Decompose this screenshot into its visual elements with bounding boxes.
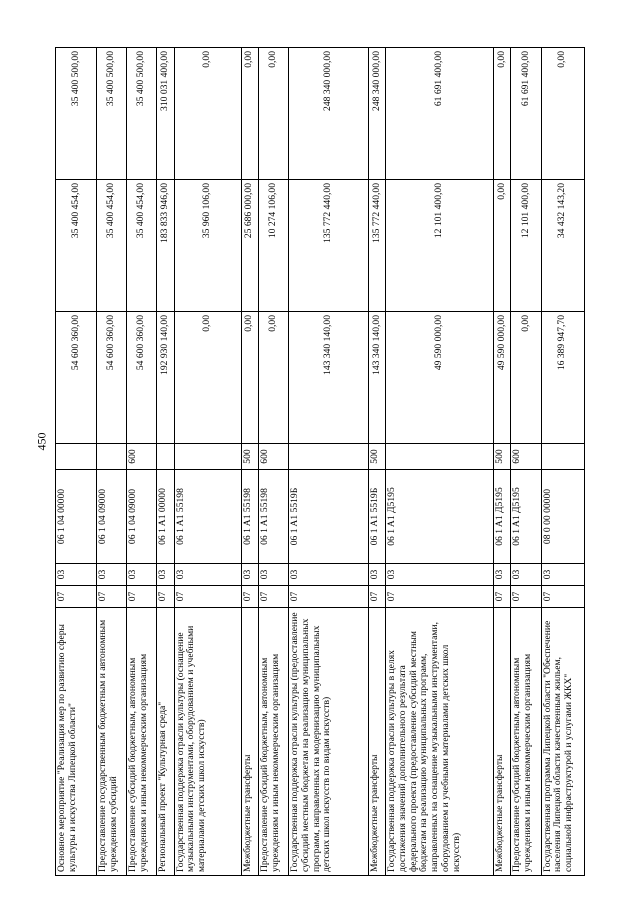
table-row: [157, 48, 174, 876]
expense-type-cell: [289, 444, 369, 470]
table-row: [97, 48, 127, 876]
amount-3-cell: 35 400 500,00: [97, 48, 127, 180]
amount-2-cell: 12 101 400,00: [386, 180, 494, 312]
amount-3-cell: 61 691 400,00: [386, 48, 494, 180]
table-row: [174, 48, 241, 876]
ved-cell: 07: [174, 586, 241, 608]
ved-cell: 07: [369, 586, 386, 608]
section-cell: 03: [127, 564, 157, 586]
amount-1-cell: 0,00: [174, 312, 241, 444]
ved-cell: 07: [258, 586, 288, 608]
ved-cell: 07: [127, 586, 157, 608]
section-cell: 03: [386, 564, 494, 586]
ved-cell: 07: [97, 586, 127, 608]
amount-3-cell: 0,00: [541, 48, 584, 180]
amount-1-cell: 0,00: [241, 312, 258, 444]
name-cell: Предоставление субсидий бюджетным, автономным учреждениям и иным некоммерческим организациям: [258, 608, 288, 876]
amount-1-cell: 54 600 360,00: [56, 312, 97, 444]
ved-cell: 07: [494, 586, 511, 608]
amount-1-cell: 54 600 360,00: [127, 312, 157, 444]
table-row: [494, 48, 511, 876]
amount-3-cell: 35 400 500,00: [127, 48, 157, 180]
ved-cell: 07: [157, 586, 174, 608]
expense-type-cell: 600: [127, 444, 157, 470]
amount-2-cell: 12 101 400,00: [511, 180, 541, 312]
name-cell: Государственная поддержка отрасли культуры (оснащение музыкальными инструментами, оборудованием и учебными материалами детских школ искусств): [174, 608, 241, 876]
table-row: [56, 48, 97, 876]
ved-cell: 07: [511, 586, 541, 608]
name-cell: Основное мероприятие "Реализация мер по развитию сферы культуры и искусства Липецкой области": [56, 608, 97, 876]
target-article-cell: 06 1 A1 Д5195: [511, 470, 541, 564]
amount-1-cell: 54 600 360,00: [97, 312, 127, 444]
name-cell: Государственная поддержка отрасли культуры в целях достижения значений дополнительного результата федерального проекта (предоставление субсидий местным бюджетам на реализацию муниципальных программ, направленных на оснащение музыкальными инструментами, оборудованием и учебными материалами детских школ искусств): [386, 608, 494, 876]
section-cell: 03: [369, 564, 386, 586]
ved-cell: 07: [386, 586, 494, 608]
expense-type-cell: [541, 444, 584, 470]
name-cell: Межбюджетные трансферты: [369, 608, 386, 876]
expense-type-cell: 600: [258, 444, 288, 470]
table-row: [511, 48, 541, 876]
name-cell: Межбюджетные трансферты: [494, 608, 511, 876]
expense-type-cell: [157, 444, 174, 470]
amount-3-cell: 0,00: [174, 48, 241, 180]
name-cell: Предоставление субсидий бюджетным, автономным учреждениям и иным некоммерческим организациям: [511, 608, 541, 876]
table-row: [127, 48, 157, 876]
rotated-table-wrapper: [55, 48, 585, 876]
table-row: [241, 48, 258, 876]
amount-3-cell: 0,00: [258, 48, 288, 180]
expense-type-cell: 500: [241, 444, 258, 470]
section-cell: 03: [174, 564, 241, 586]
ved-cell: 07: [56, 586, 97, 608]
section-cell: 03: [157, 564, 174, 586]
amount-3-cell: 35 400 500,00: [56, 48, 97, 180]
amount-2-cell: 135 772 440,00: [369, 180, 386, 312]
section-cell: 03: [258, 564, 288, 586]
amount-1-cell: 49 590 000,00: [386, 312, 494, 444]
amount-2-cell: 35 400 454,00: [97, 180, 127, 312]
amount-2-cell: 35 400 454,00: [127, 180, 157, 312]
page-number: 450: [34, 432, 49, 451]
target-article-cell: 06 1 A1 Д5195: [386, 470, 494, 564]
amount-2-cell: 25 686 000,00: [241, 180, 258, 312]
amount-3-cell: 0,00: [241, 48, 258, 180]
name-cell: Предоставление государственным бюджетным и автономным учреждениям субсидий: [97, 608, 127, 876]
amount-3-cell: 0,00: [494, 48, 511, 180]
table-row: [289, 48, 369, 876]
amount-2-cell: 34 432 143,20: [541, 180, 584, 312]
section-cell: 03: [541, 564, 584, 586]
amount-2-cell: 35 960 106,00: [174, 180, 241, 312]
target-article-cell: 06 1 A1 55198: [174, 470, 241, 564]
amount-1-cell: 0,00: [511, 312, 541, 444]
name-cell: Государственная поддержка отрасли культуры (предоставление субсидий местным бюджетам на реализацию муниципальных программ, направленных на модернизацию муниципальных детских школ искусств по видам искусств): [289, 608, 369, 876]
name-cell: Региональный проект "Культурная среда": [157, 608, 174, 876]
target-article-cell: 06 1 A1 5519Б: [289, 470, 369, 564]
expense-type-cell: 500: [494, 444, 511, 470]
target-article-cell: 06 1 04 00000: [56, 470, 97, 564]
amount-1-cell: 192 930 140,00: [157, 312, 174, 444]
target-article-cell: 06 1 A1 00000: [157, 470, 174, 564]
expense-type-cell: 600: [511, 444, 541, 470]
name-cell: Государственная программа Липецкой области "Обеспечение населения Липецкой области качественным жильем, социальной инфраструктурой и услугами ЖКХ": [541, 608, 584, 876]
target-article-cell: 06 1 A1 Д5195: [494, 470, 511, 564]
amount-3-cell: 61 691 400,00: [511, 48, 541, 180]
amount-2-cell: 183 833 946,00: [157, 180, 174, 312]
target-article-cell: 06 1 A1 5519Б: [369, 470, 386, 564]
target-article-cell: 06 1 A1 55198: [258, 470, 288, 564]
table-body: [56, 48, 585, 876]
amount-2-cell: 0,00: [494, 180, 511, 312]
expense-type-cell: 500: [369, 444, 386, 470]
amount-3-cell: 310 031 400,00: [157, 48, 174, 180]
amount-1-cell: 0,00: [258, 312, 288, 444]
table-row: [386, 48, 494, 876]
amount-2-cell: 35 400 454,00: [56, 180, 97, 312]
target-article-cell: 06 1 04 09000: [127, 470, 157, 564]
amount-1-cell: 16 389 947,70: [541, 312, 584, 444]
target-article-cell: 06 1 04 09000: [97, 470, 127, 564]
table-row: [258, 48, 288, 876]
section-cell: 03: [241, 564, 258, 586]
table-row: [369, 48, 386, 876]
amount-2-cell: 10 274 106,00: [258, 180, 288, 312]
expense-type-cell: [56, 444, 97, 470]
section-cell: 03: [494, 564, 511, 586]
table-row: [541, 48, 584, 876]
section-cell: 03: [289, 564, 369, 586]
section-cell: 03: [97, 564, 127, 586]
ved-cell: 07: [289, 586, 369, 608]
budget-table: [55, 47, 585, 876]
name-cell: Межбюджетные трансферты: [241, 608, 258, 876]
expense-type-cell: [386, 444, 494, 470]
amount-1-cell: 143 340 140,00: [369, 312, 386, 444]
amount-1-cell: 143 340 140,00: [289, 312, 369, 444]
section-cell: 03: [511, 564, 541, 586]
expense-type-cell: [174, 444, 241, 470]
name-cell: Предоставление субсидий бюджетным, автономным учреждениям и иным некоммерческим организациям: [127, 608, 157, 876]
amount-3-cell: 248 340 000,00: [369, 48, 386, 180]
target-article-cell: 08 0 00 00000: [541, 470, 584, 564]
amount-1-cell: 49 590 000,00: [494, 312, 511, 444]
ved-cell: 07: [541, 586, 584, 608]
ved-cell: 07: [241, 586, 258, 608]
expense-type-cell: [97, 444, 127, 470]
amount-2-cell: 135 772 440,00: [289, 180, 369, 312]
amount-3-cell: 248 340 000,00: [289, 48, 369, 180]
target-article-cell: 06 1 A1 55198: [241, 470, 258, 564]
section-cell: 03: [56, 564, 97, 586]
